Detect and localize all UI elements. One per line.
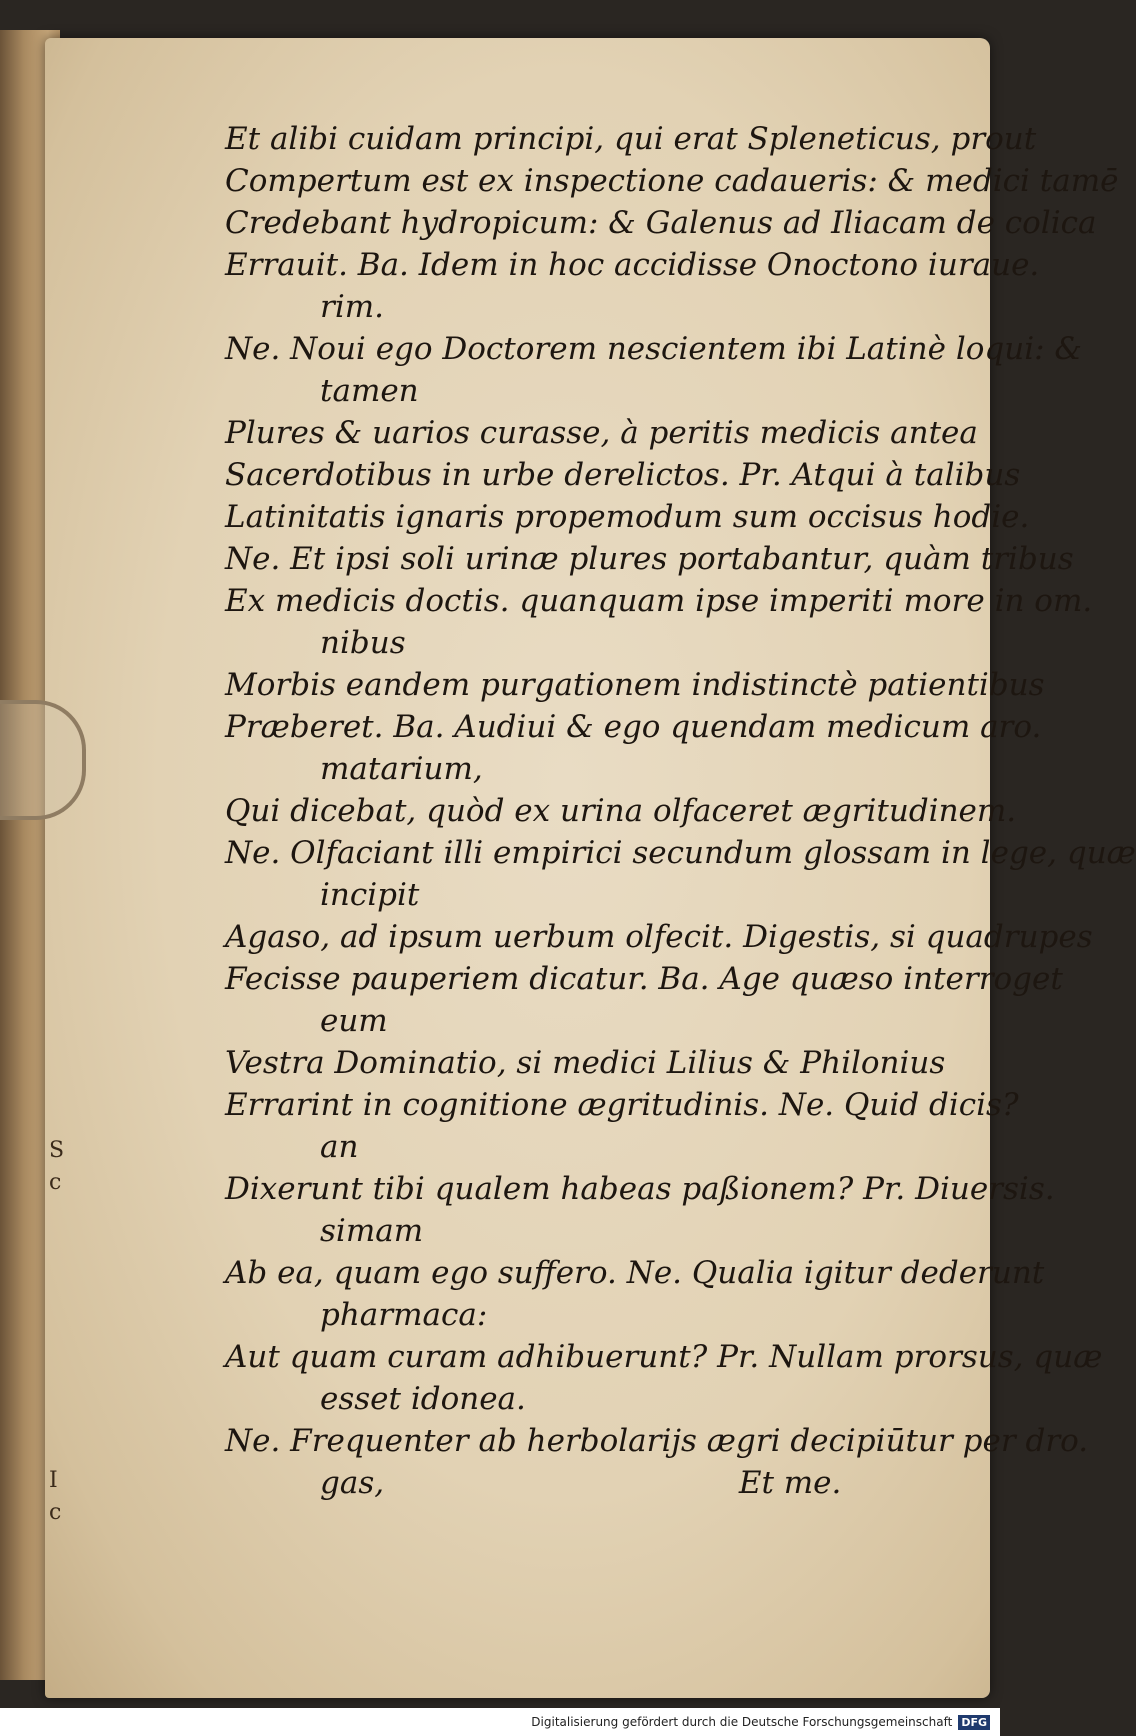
text-line: Qui dicebat, quòd ex urina olfaceret ægritudinem. <box>225 793 1017 829</box>
text-line: Credebant hydropicum: & Galenus ad Iliacam de colica <box>225 205 1097 241</box>
text-line: eum <box>320 1003 388 1039</box>
gutter-mark: S <box>49 1138 65 1163</box>
text-line: pharmaca: <box>320 1297 488 1333</box>
text-line: Plures & uarios curasse, à peritis medicis antea <box>225 415 978 451</box>
text-line: Ne. Noui ego Doctorem nescientem ibi Latinè loqui: & <box>225 331 1083 367</box>
text-line: Dixerunt tibi qualem habeas paßionem? Pr. Diuersis. <box>225 1171 1055 1207</box>
text-line: Et alibi cuidam principi, qui erat Spleneticus, prout <box>225 121 1037 157</box>
text-line: Ex medicis doctis. quanquam ipse imperiti more in om. <box>225 583 1093 619</box>
text-line: simam <box>320 1213 424 1249</box>
footer-credit: Digitalisierung gefördert durch die Deutsche Forschungsgemeinschaft <box>531 1715 953 1729</box>
text-line: Agaso, ad ipsum uerbum olfecit. Digestis, si quadrupes <box>225 919 1093 955</box>
text-line: gas, Et me. <box>320 1465 842 1501</box>
text-line: Præberet. Ba. Audiui & ego quendam medicum aro. <box>225 709 1042 745</box>
footer-bar <box>0 1708 1000 1736</box>
gutter-mark: c <box>49 1170 62 1195</box>
text-line: Ab ea, quam ego suffero. Ne. Qualia igitur dederunt <box>225 1255 1045 1291</box>
book-clasp <box>0 700 86 820</box>
text-line: esset idonea. <box>320 1381 526 1417</box>
text-line: Morbis eandem purgationem indistinctè patientibus <box>225 667 1045 703</box>
text-line: an <box>320 1129 359 1165</box>
text-line: incipit <box>320 877 420 913</box>
text-line: tamen <box>320 373 419 409</box>
dfg-logo: DFG <box>958 1715 990 1730</box>
text-line: Ne. Frequenter ab herbolarijs ægri decipiūtur per dro. <box>225 1423 1089 1459</box>
text-line: Sacerdotibus in urbe derelictos. Pr. Atqui à talibus <box>225 457 1021 493</box>
page-text <box>225 118 1136 1504</box>
text-line: Errarint in cognitione ægritudinis. Ne. Quid dicis? <box>225 1087 1019 1123</box>
text-line: Errauit. Ba. Idem in hoc accidisse Onoctono iuraue. <box>225 247 1040 283</box>
text-line: Ne. Et ipsi soli urinæ plures portabantur, quàm tribus <box>225 541 1074 577</box>
text-line: Fecisse pauperiem dicatur. Ba. Age quæso interroget <box>225 961 1063 997</box>
text-line: Ne. Olfaciant illi empirici secundum glossam in lege, quæ <box>225 835 1136 871</box>
text-line: Compertum est ex inspectione cadaueris: & medici tamē <box>225 163 1119 199</box>
text-line: Vestra Dominatio, si medici Lilius & Philonius <box>225 1045 946 1081</box>
text-line: Aut quam curam adhibuerunt? Pr. Nullam prorsus, quæ <box>225 1339 1103 1375</box>
text-line: Latinitatis ignaris propemodum sum occisus hodie. <box>225 499 1030 535</box>
gutter-marks <box>45 38 85 1698</box>
text-line: matarium, <box>320 751 483 787</box>
text-line: rim. <box>320 289 384 325</box>
gutter-mark: c <box>49 1500 62 1525</box>
gutter-mark: I <box>49 1468 58 1493</box>
text-line: nibus <box>320 625 406 661</box>
